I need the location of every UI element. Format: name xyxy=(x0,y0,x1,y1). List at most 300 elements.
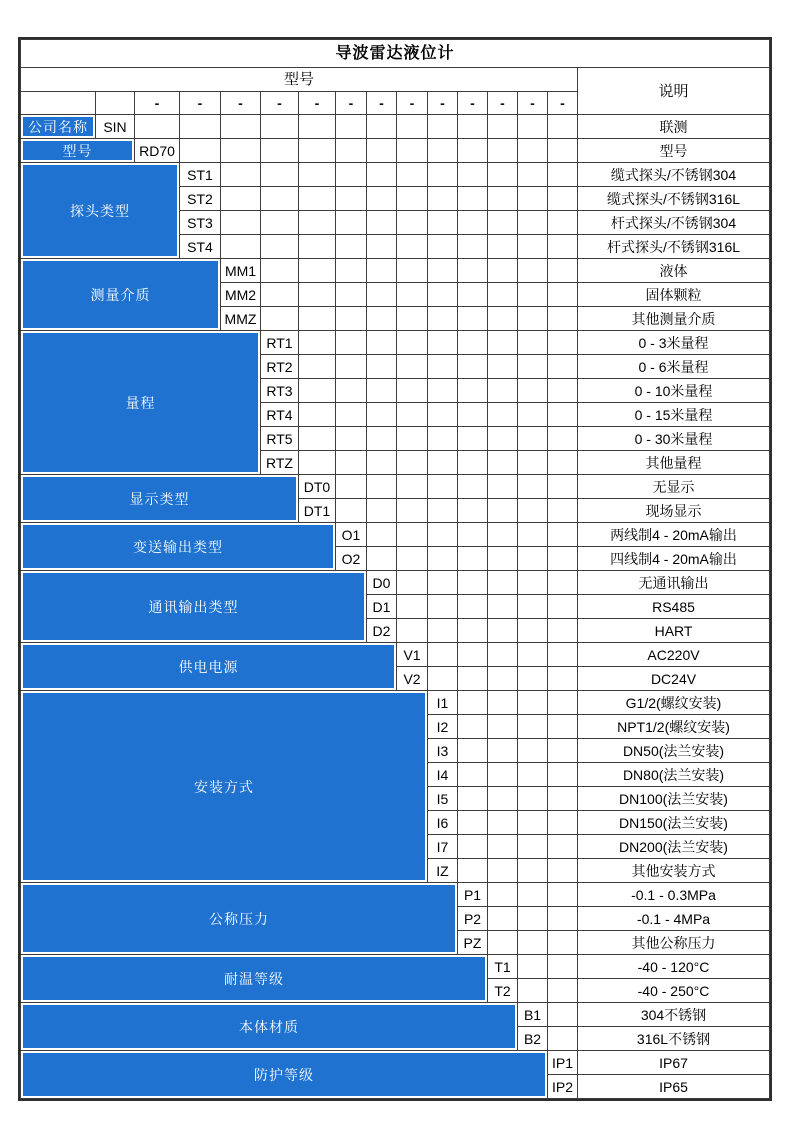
empty-cell xyxy=(548,643,578,667)
empty-cell xyxy=(428,643,458,667)
description-cell: 杆式探头/不锈钢304 xyxy=(578,211,770,235)
code-cell: MM2 xyxy=(221,283,261,307)
empty-cell xyxy=(221,187,261,211)
description-cell: 0 - 15米量程 xyxy=(578,403,770,427)
description-cell: 四线制4 - 20mA输出 xyxy=(578,547,770,571)
empty-cell xyxy=(548,235,578,259)
empty-cell xyxy=(458,355,488,379)
empty-cell xyxy=(428,523,458,547)
description-cell: DN50(法兰安装) xyxy=(578,739,770,763)
empty-cell xyxy=(458,571,488,595)
empty-cell xyxy=(518,907,548,931)
empty-cell xyxy=(336,235,367,259)
empty-cell xyxy=(261,139,299,163)
table-row xyxy=(21,691,770,715)
empty-cell xyxy=(336,475,367,499)
empty-cell xyxy=(458,643,488,667)
description-cell: NPT1/2(螺纹安装) xyxy=(578,715,770,739)
empty-cell xyxy=(397,331,428,355)
empty-cell xyxy=(458,139,488,163)
empty-cell xyxy=(397,211,428,235)
empty-cell xyxy=(221,115,261,139)
category-label: 安装方式 xyxy=(23,693,425,880)
category-label: 供电电源 xyxy=(23,645,394,688)
empty-cell xyxy=(458,739,488,763)
empty-cell xyxy=(518,403,548,427)
empty-cell xyxy=(458,307,488,331)
empty-cell xyxy=(299,235,336,259)
empty-cell xyxy=(488,739,518,763)
description-cell: IP67 xyxy=(578,1051,770,1075)
category-label: 公司名称 xyxy=(23,117,93,136)
empty-cell xyxy=(548,571,578,595)
table-row xyxy=(21,643,770,667)
empty-cell xyxy=(548,523,578,547)
empty-cell xyxy=(458,835,488,859)
empty-cell xyxy=(548,547,578,571)
code-cell: MMZ xyxy=(221,307,261,331)
code-cell: ST1 xyxy=(180,163,221,187)
empty-cell xyxy=(518,499,548,523)
empty-cell xyxy=(488,931,518,955)
code-cell: T1 xyxy=(488,955,518,979)
description-cell: 两线制4 - 20mA输出 xyxy=(578,523,770,547)
empty-cell xyxy=(221,163,261,187)
empty-cell xyxy=(397,427,428,451)
separator-cell: - xyxy=(180,92,221,115)
empty-cell xyxy=(336,307,367,331)
empty-cell xyxy=(488,667,518,691)
description-cell: 联测 xyxy=(578,115,770,139)
empty-cell xyxy=(367,283,397,307)
description-cell: 304不锈钢 xyxy=(578,1003,770,1027)
empty-cell xyxy=(397,403,428,427)
empty-cell xyxy=(518,835,548,859)
category-cell xyxy=(21,115,96,139)
code-cell: ST3 xyxy=(180,211,221,235)
description-cell: 其他公称压力 xyxy=(578,931,770,955)
empty-cell xyxy=(548,691,578,715)
empty-cell xyxy=(428,475,458,499)
code-cell: RT2 xyxy=(261,355,299,379)
description-cell: 0 - 3米量程 xyxy=(578,331,770,355)
empty-cell xyxy=(518,307,548,331)
empty-cell xyxy=(428,307,458,331)
separator-cell: - xyxy=(488,92,518,115)
code-cell: B1 xyxy=(518,1003,548,1027)
description-cell: RS485 xyxy=(578,595,770,619)
code-cell: O2 xyxy=(336,547,367,571)
empty-cell xyxy=(261,211,299,235)
code-cell: MM1 xyxy=(221,259,261,283)
category-label: 防护等级 xyxy=(23,1053,545,1096)
empty-cell xyxy=(548,331,578,355)
code-cell: RD70 xyxy=(135,139,180,163)
empty-cell xyxy=(299,355,336,379)
category-label: 量程 xyxy=(23,333,258,472)
empty-cell xyxy=(518,931,548,955)
description-cell: 杆式探头/不锈钢316L xyxy=(578,235,770,259)
empty-cell xyxy=(518,691,548,715)
category-label: 公称压力 xyxy=(23,885,455,952)
empty-cell xyxy=(488,355,518,379)
separator-cell: - xyxy=(458,92,488,115)
empty-cell xyxy=(367,211,397,235)
empty-cell xyxy=(135,115,180,139)
empty-cell xyxy=(518,379,548,403)
empty-cell xyxy=(458,595,488,619)
code-cell: I4 xyxy=(428,763,458,787)
empty-cell xyxy=(488,691,518,715)
empty-cell xyxy=(397,523,428,547)
empty-cell xyxy=(518,523,548,547)
code-cell: V1 xyxy=(397,643,428,667)
empty-cell xyxy=(488,907,518,931)
empty-cell xyxy=(299,211,336,235)
empty-cell xyxy=(488,187,518,211)
empty-cell xyxy=(488,211,518,235)
description-cell: AC220V xyxy=(578,643,770,667)
description-cell: DN100(法兰安装) xyxy=(578,787,770,811)
empty-cell xyxy=(518,955,548,979)
empty-cell xyxy=(548,403,578,427)
empty-cell xyxy=(21,92,96,115)
empty-cell xyxy=(548,739,578,763)
empty-cell xyxy=(397,307,428,331)
empty-cell xyxy=(397,187,428,211)
category-cell xyxy=(21,955,488,1003)
empty-cell xyxy=(518,187,548,211)
empty-cell xyxy=(458,235,488,259)
empty-cell xyxy=(518,115,548,139)
empty-cell xyxy=(428,139,458,163)
empty-cell xyxy=(548,595,578,619)
table-row xyxy=(21,40,770,68)
empty-cell xyxy=(488,787,518,811)
empty-cell xyxy=(261,115,299,139)
empty-cell xyxy=(458,379,488,403)
empty-cell xyxy=(261,259,299,283)
empty-cell xyxy=(548,379,578,403)
empty-cell xyxy=(548,979,578,1003)
empty-cell xyxy=(548,619,578,643)
empty-cell xyxy=(367,331,397,355)
description-cell: -40 - 120°C xyxy=(578,955,770,979)
separator-cell: - xyxy=(336,92,367,115)
empty-cell xyxy=(367,115,397,139)
code-cell: V2 xyxy=(397,667,428,691)
category-cell xyxy=(21,475,299,523)
code-cell: P2 xyxy=(458,907,488,931)
empty-cell xyxy=(548,715,578,739)
table-row xyxy=(21,1051,770,1075)
empty-cell xyxy=(261,307,299,331)
empty-cell xyxy=(518,763,548,787)
empty-cell xyxy=(336,115,367,139)
empty-cell xyxy=(367,451,397,475)
description-cell: 型号 xyxy=(578,139,770,163)
empty-cell xyxy=(428,379,458,403)
empty-cell xyxy=(458,763,488,787)
empty-cell xyxy=(96,92,135,115)
empty-cell xyxy=(428,571,458,595)
empty-cell xyxy=(397,499,428,523)
code-cell: SIN xyxy=(96,115,135,139)
code-cell: O1 xyxy=(336,523,367,547)
description-cell: 0 - 30米量程 xyxy=(578,427,770,451)
category-cell xyxy=(21,1003,518,1051)
separator-cell: - xyxy=(518,92,548,115)
empty-cell xyxy=(488,811,518,835)
empty-cell xyxy=(367,403,397,427)
empty-cell xyxy=(548,811,578,835)
empty-cell xyxy=(518,979,548,1003)
empty-cell xyxy=(488,571,518,595)
separator-cell: - xyxy=(221,92,261,115)
category-cell xyxy=(21,259,221,331)
empty-cell xyxy=(299,427,336,451)
empty-cell xyxy=(548,259,578,283)
empty-cell xyxy=(458,859,488,883)
empty-cell xyxy=(367,187,397,211)
empty-cell xyxy=(488,163,518,187)
category-cell xyxy=(21,139,135,163)
code-cell: P1 xyxy=(458,883,488,907)
empty-cell xyxy=(488,619,518,643)
category-cell xyxy=(21,571,367,643)
empty-cell xyxy=(336,499,367,523)
empty-cell xyxy=(518,235,548,259)
empty-cell xyxy=(488,307,518,331)
empty-cell xyxy=(428,259,458,283)
empty-cell xyxy=(548,931,578,955)
category-cell xyxy=(21,691,428,883)
empty-cell xyxy=(518,571,548,595)
separator-cell: - xyxy=(397,92,428,115)
empty-cell xyxy=(458,451,488,475)
description-cell: HART xyxy=(578,619,770,643)
empty-cell xyxy=(336,259,367,283)
description-cell: 固体颗粒 xyxy=(578,283,770,307)
empty-cell xyxy=(367,427,397,451)
empty-cell xyxy=(488,235,518,259)
empty-cell xyxy=(518,859,548,883)
empty-cell xyxy=(488,451,518,475)
empty-cell xyxy=(458,787,488,811)
empty-cell xyxy=(299,163,336,187)
empty-cell xyxy=(548,787,578,811)
empty-cell xyxy=(397,259,428,283)
description-cell: 缆式探头/不锈钢316L xyxy=(578,187,770,211)
empty-cell xyxy=(488,835,518,859)
empty-cell xyxy=(397,595,428,619)
empty-cell xyxy=(458,523,488,547)
empty-cell xyxy=(261,187,299,211)
table-row xyxy=(21,571,770,595)
category-label: 本体材质 xyxy=(23,1005,515,1048)
empty-cell xyxy=(548,955,578,979)
category-label: 变送输出类型 xyxy=(23,525,333,568)
empty-cell xyxy=(299,139,336,163)
empty-cell xyxy=(518,283,548,307)
code-cell: IP1 xyxy=(548,1051,578,1075)
empty-cell xyxy=(458,667,488,691)
empty-cell xyxy=(367,379,397,403)
empty-cell xyxy=(428,331,458,355)
empty-cell xyxy=(488,115,518,139)
empty-cell xyxy=(548,307,578,331)
empty-cell xyxy=(397,283,428,307)
empty-cell xyxy=(261,163,299,187)
empty-cell xyxy=(397,619,428,643)
empty-cell xyxy=(367,475,397,499)
empty-cell xyxy=(488,427,518,451)
empty-cell xyxy=(299,115,336,139)
selection-table-frame xyxy=(18,37,772,1101)
empty-cell xyxy=(397,163,428,187)
code-cell: RT1 xyxy=(261,331,299,355)
page-title: 导波雷达液位计 xyxy=(21,40,770,68)
empty-cell xyxy=(458,547,488,571)
empty-cell xyxy=(221,139,261,163)
empty-cell xyxy=(428,451,458,475)
empty-cell xyxy=(518,331,548,355)
empty-cell xyxy=(299,187,336,211)
empty-cell xyxy=(518,643,548,667)
empty-cell xyxy=(299,379,336,403)
description-cell: DC24V xyxy=(578,667,770,691)
description-cell: 无显示 xyxy=(578,475,770,499)
empty-cell xyxy=(488,331,518,355)
table-row xyxy=(21,523,770,547)
empty-cell xyxy=(458,715,488,739)
empty-cell xyxy=(397,235,428,259)
table-row xyxy=(21,955,770,979)
empty-cell xyxy=(428,403,458,427)
empty-cell xyxy=(458,427,488,451)
description-cell: 现场显示 xyxy=(578,499,770,523)
empty-cell xyxy=(397,379,428,403)
empty-cell xyxy=(428,355,458,379)
empty-cell xyxy=(548,451,578,475)
empty-cell xyxy=(367,355,397,379)
empty-cell xyxy=(299,283,336,307)
empty-cell xyxy=(336,139,367,163)
table-row xyxy=(21,163,770,187)
description-cell: 其他测量介质 xyxy=(578,307,770,331)
empty-cell xyxy=(428,211,458,235)
empty-cell xyxy=(299,331,336,355)
description-cell: 0 - 10米量程 xyxy=(578,379,770,403)
description-cell: -40 - 250°C xyxy=(578,979,770,1003)
empty-cell xyxy=(518,211,548,235)
description-cell: 316L不锈钢 xyxy=(578,1027,770,1051)
code-cell: PZ xyxy=(458,931,488,955)
table-row xyxy=(21,1003,770,1027)
empty-cell xyxy=(336,403,367,427)
empty-cell xyxy=(458,259,488,283)
code-cell: IZ xyxy=(428,859,458,883)
empty-cell xyxy=(428,595,458,619)
empty-cell xyxy=(299,259,336,283)
empty-cell xyxy=(336,163,367,187)
empty-cell xyxy=(458,403,488,427)
empty-cell xyxy=(428,283,458,307)
code-cell: RT3 xyxy=(261,379,299,403)
empty-cell xyxy=(458,163,488,187)
description-cell: 0 - 6米量程 xyxy=(578,355,770,379)
empty-cell xyxy=(488,547,518,571)
empty-cell xyxy=(458,811,488,835)
empty-cell xyxy=(518,259,548,283)
empty-cell xyxy=(548,667,578,691)
empty-cell xyxy=(428,235,458,259)
description-cell: 其他安装方式 xyxy=(578,859,770,883)
empty-cell xyxy=(397,475,428,499)
empty-cell xyxy=(488,763,518,787)
empty-cell xyxy=(518,355,548,379)
code-cell: ST2 xyxy=(180,187,221,211)
empty-cell xyxy=(367,235,397,259)
description-header: 说明 xyxy=(578,68,770,115)
empty-cell xyxy=(367,139,397,163)
separator-cell: - xyxy=(135,92,180,115)
model-header: 型号 xyxy=(21,68,578,92)
description-cell: -0.1 - 4MPa xyxy=(578,907,770,931)
code-cell: D1 xyxy=(367,595,397,619)
code-cell: I5 xyxy=(428,787,458,811)
empty-cell xyxy=(488,859,518,883)
code-cell: T2 xyxy=(488,979,518,1003)
description-cell: DN150(法兰安装) xyxy=(578,811,770,835)
description-cell: DN80(法兰安装) xyxy=(578,763,770,787)
empty-cell xyxy=(488,643,518,667)
category-cell xyxy=(21,523,336,571)
empty-cell xyxy=(458,691,488,715)
model-selection-table xyxy=(20,39,770,1099)
empty-cell xyxy=(458,283,488,307)
empty-cell xyxy=(518,811,548,835)
code-cell: D0 xyxy=(367,571,397,595)
empty-cell xyxy=(367,307,397,331)
separator-cell: - xyxy=(428,92,458,115)
category-cell xyxy=(21,163,180,259)
empty-cell xyxy=(548,763,578,787)
empty-cell xyxy=(428,547,458,571)
empty-cell xyxy=(336,187,367,211)
empty-cell xyxy=(397,139,428,163)
category-label: 探头类型 xyxy=(23,165,177,256)
empty-cell xyxy=(261,235,299,259)
empty-cell xyxy=(299,451,336,475)
empty-cell xyxy=(548,499,578,523)
description-cell: 缆式探头/不锈钢304 xyxy=(578,163,770,187)
empty-cell xyxy=(397,451,428,475)
empty-cell xyxy=(299,403,336,427)
empty-cell xyxy=(488,139,518,163)
empty-cell xyxy=(367,259,397,283)
separator-cell: - xyxy=(299,92,336,115)
empty-cell xyxy=(336,427,367,451)
code-cell: I3 xyxy=(428,739,458,763)
empty-cell xyxy=(458,331,488,355)
empty-cell xyxy=(336,451,367,475)
category-label: 型号 xyxy=(23,141,132,160)
empty-cell xyxy=(336,211,367,235)
empty-cell xyxy=(488,523,518,547)
empty-cell xyxy=(518,715,548,739)
empty-cell xyxy=(548,163,578,187)
